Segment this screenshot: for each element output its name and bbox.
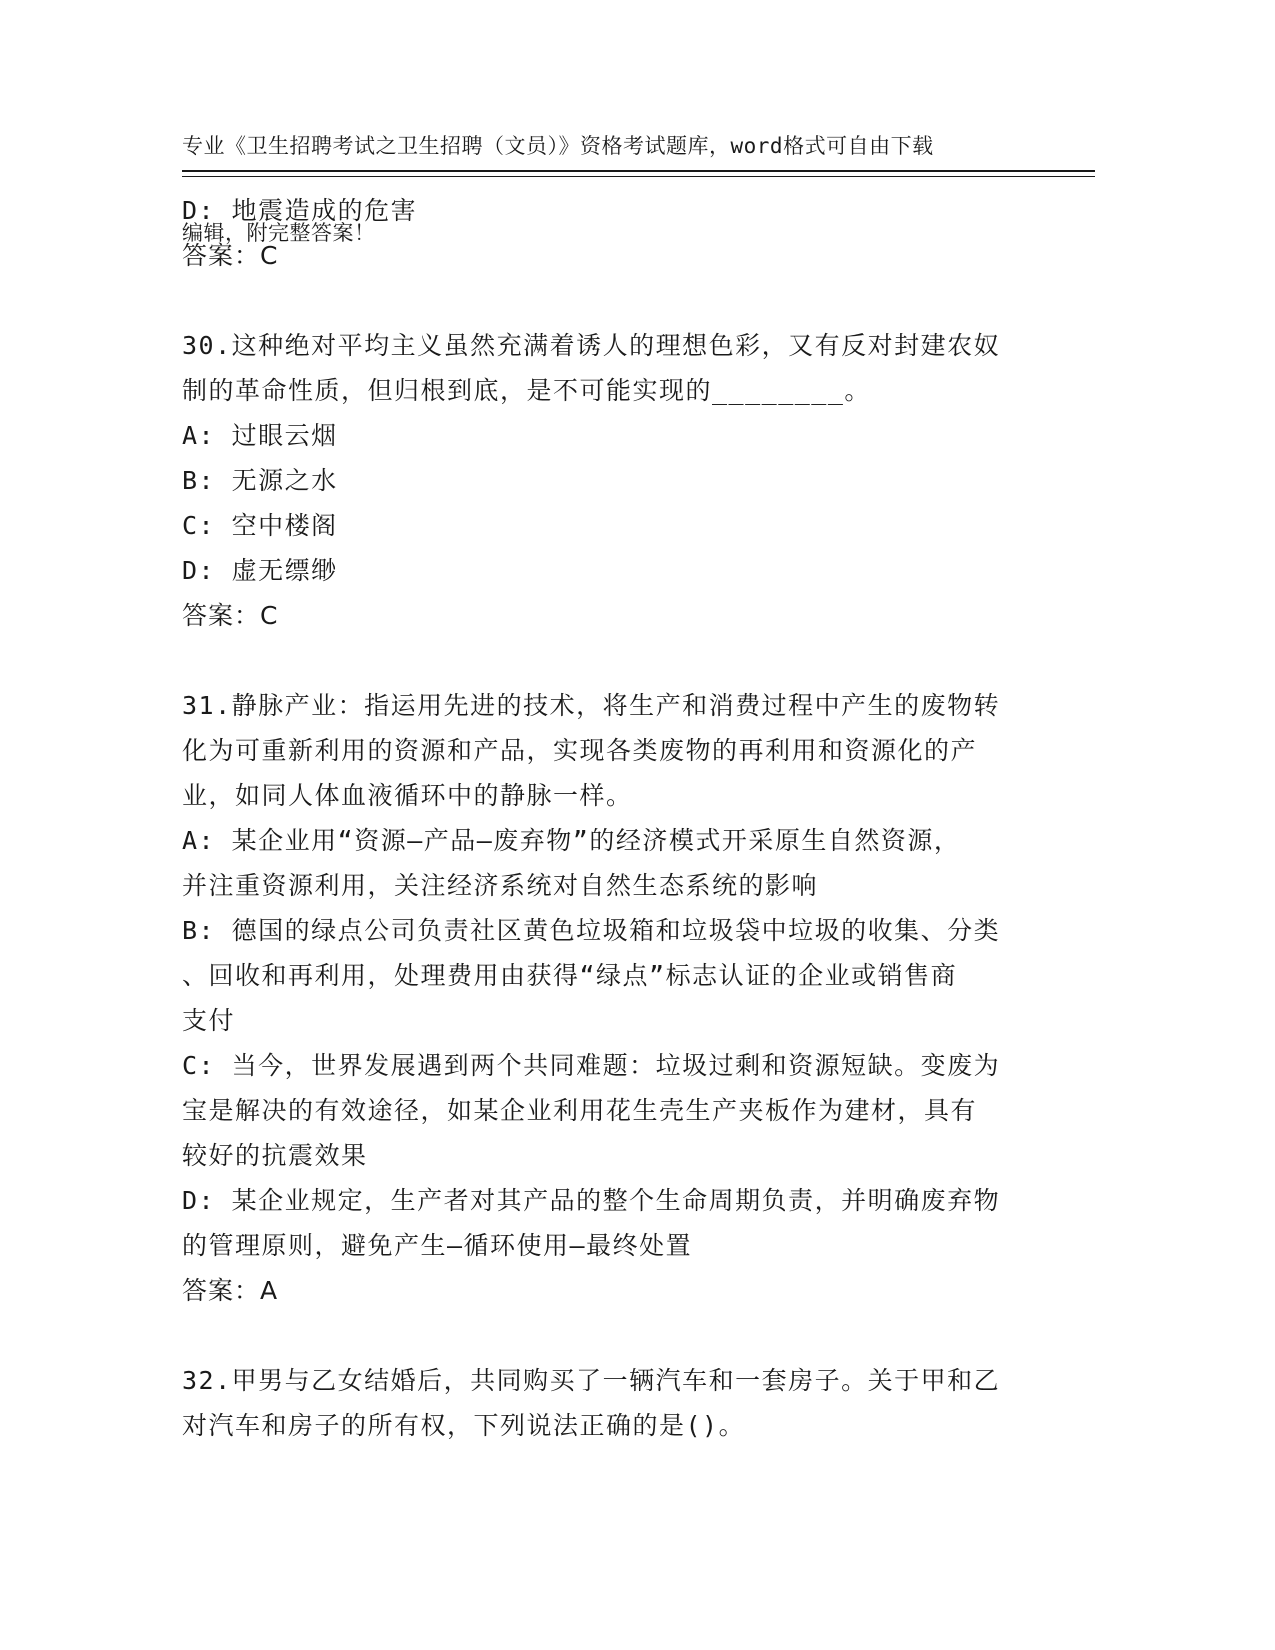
option-b: B: 德国的绿点公司负责社区黄色垃圾箱和垃圾袋中垃圾的收集、分类 — [182, 916, 1001, 945]
page-content — [182, 188, 1062, 1448]
option-a: 并注重资源利用，关注经济系统对自然生态系统的影响 — [182, 871, 819, 900]
question-stem: 30.这种绝对平均主义虽然充满着诱人的理想色彩，又有反对封建农奴 — [182, 331, 1001, 360]
question-31 — [182, 683, 1062, 1313]
option-c: 宝是解决的有效途径，如某企业利用花生壳生产夹板作为建材，具有 — [182, 1096, 978, 1125]
header-rule-thin — [182, 176, 1095, 177]
option-c: C: 空中楼阁 — [182, 511, 338, 540]
spacer — [182, 278, 1062, 323]
option-d: D: 虚无缥缈 — [182, 556, 338, 585]
question-stem: 32.甲男与乙女结婚后，共同购买了一辆汽车和一套房子。关于甲和乙 — [182, 1366, 1001, 1395]
answer: 答案：C — [182, 601, 279, 630]
option-b: 、回收和再利用，处理费用由获得“绿点”标志认证的企业或销售商 — [182, 961, 958, 990]
header-rule-thick — [182, 170, 1095, 172]
option-b: B: 无源之水 — [182, 466, 338, 495]
question-29-tail — [182, 188, 1062, 278]
option-a: A: 某企业用“资源—产品—废弃物”的经济模式开采原生自然资源， — [182, 826, 961, 855]
question-stem: 对汽车和房子的所有权，下列说法正确的是()。 — [182, 1411, 746, 1440]
question-stem: 业，如同人体血液循环中的静脉一样。 — [182, 781, 633, 810]
question-stem: 31.静脉产业：指运用先进的技术，将生产和消费过程中产生的废物转 — [182, 691, 1001, 720]
header-line-2: 编辑，附完整答案！ — [182, 221, 376, 245]
option-d: D: 某企业规定，生产者对其产品的整个生命周期负责，并明确废弃物 — [182, 1186, 1001, 1215]
option-b: 支付 — [182, 1006, 236, 1035]
option-d: 的管理原则，避免产生—循环使用—最终处置 — [182, 1231, 693, 1260]
spacer — [182, 638, 1062, 683]
question-stem: 化为可重新利用的资源和产品，实现各类废物的再利用和资源化的产 — [182, 736, 978, 765]
option-a: A: 过眼云烟 — [182, 421, 338, 450]
spacer — [182, 1313, 1062, 1358]
option-c: 较好的抗震效果 — [182, 1141, 368, 1170]
answer: 答案：A — [182, 1276, 279, 1305]
question-30 — [182, 323, 1062, 638]
question-32 — [182, 1358, 1062, 1448]
option-c: C: 当今，世界发展遇到两个共同难题：垃圾过剩和资源短缺。变废为 — [182, 1051, 1001, 1080]
header-line-1: 专业《卫生招聘考试之卫生招聘（文员）》资格考试题库，word格式可自由下载 — [182, 134, 934, 158]
question-stem: 制的革命性质，但归根到底，是不可能实现的________。 — [182, 376, 871, 405]
option-d: D: 地震造成的危害 — [182, 196, 418, 225]
answer: 答案：C — [182, 241, 279, 270]
